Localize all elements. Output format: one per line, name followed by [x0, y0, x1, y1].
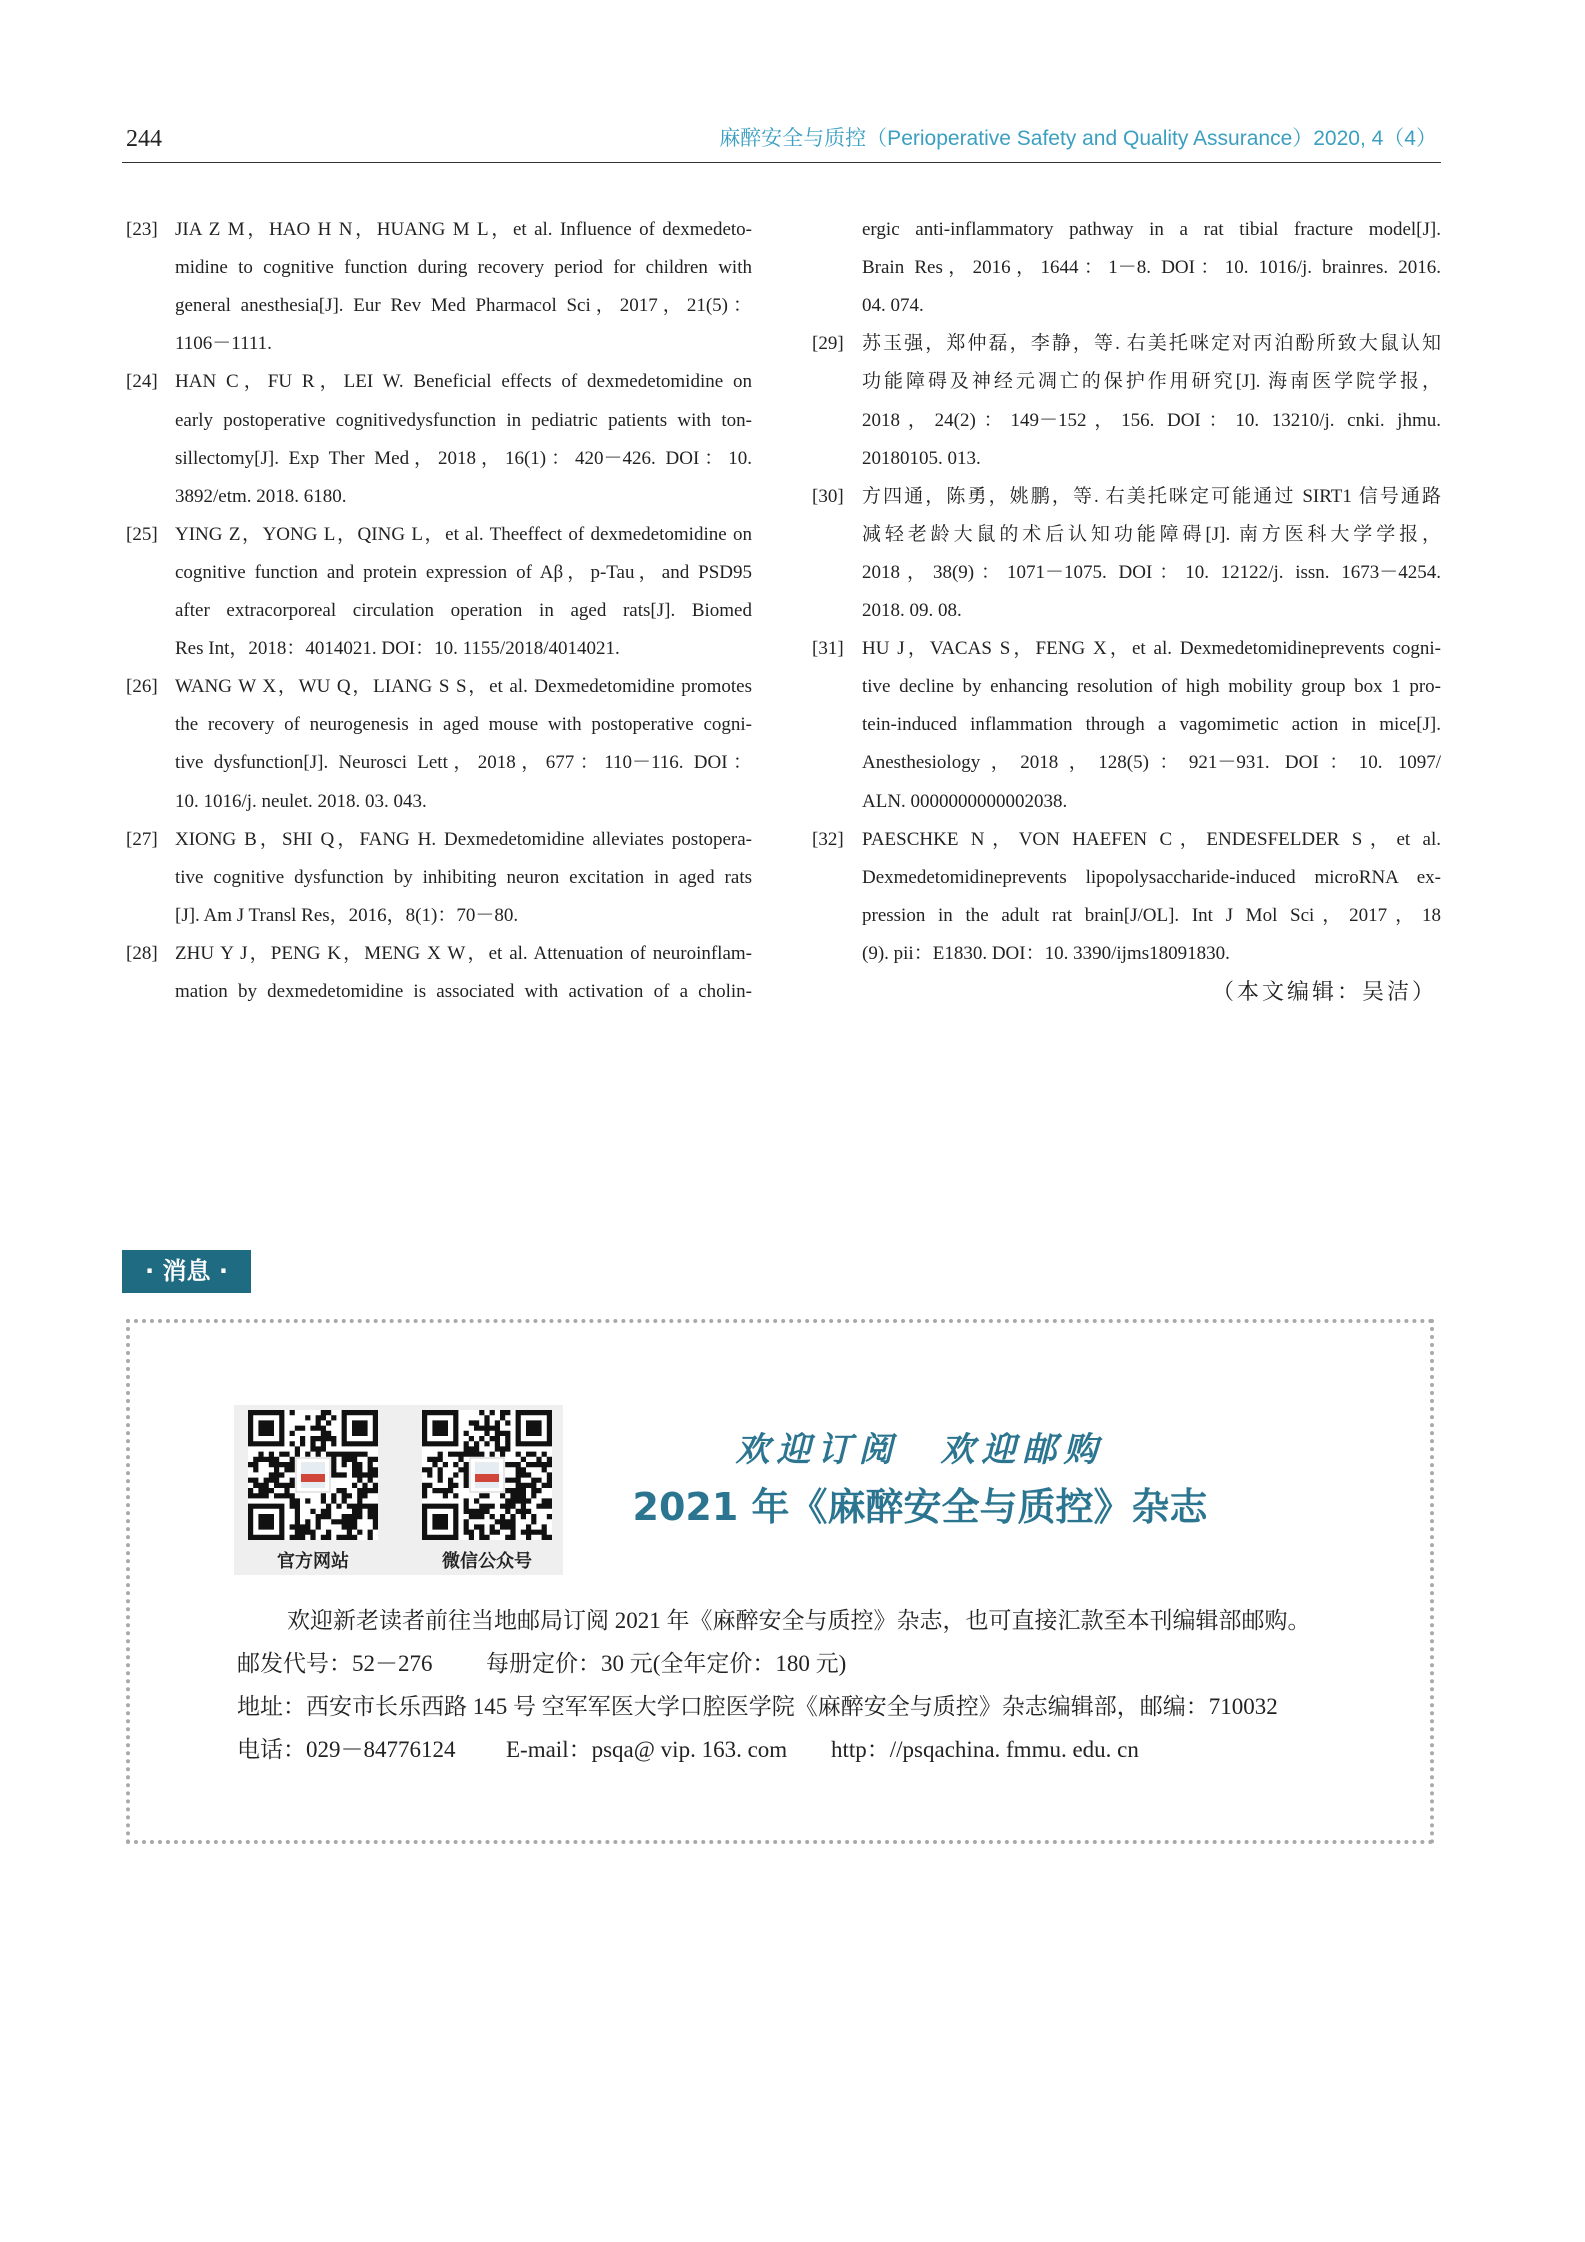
address: 地址：西安市长乐西路 145 号 空军军医大学口腔医学院《麻醉安全与质控》杂志编辑部，邮编：710032 — [237, 1694, 1278, 1719]
reference-line: 2018，38(9)：1071－1075. DOI：10. 12122/j. issn. 1673－4254. — [862, 561, 1441, 583]
reference-number: [23] — [126, 219, 158, 240]
reference-line: 2018. 09. 08. — [862, 600, 962, 621]
reference-line: HAN C，FU R，LEI W. Beneficial effects of dexmedetomidine on — [175, 371, 752, 393]
reference-number: [29] — [812, 333, 844, 355]
reference-line: early postoperative cognitivedysfunction in pediatric patients with ton- — [175, 409, 752, 431]
reference-line: 苏玉强，郑仲磊，李静，等. 右美托咪定对丙泊酚所致大鼠认知 — [862, 333, 1441, 355]
reference-line: (9). pii：E1830. DOI：10. 3390/ijms18091830. — [862, 942, 1230, 964]
notice-intro: 欢迎新老读者前往当地邮局订阅 2021 年《麻醉安全与质控》杂志，也可直接汇款至本刊编辑部邮购。 — [287, 1608, 1311, 1633]
qr-label-official-site: 官方网站 — [277, 1551, 349, 1572]
reference-number: [27] — [126, 828, 158, 850]
postal-code: 邮发代号：52－276 — [237, 1651, 433, 1676]
reference-line: pression in the adult rat brain[J/OL]. Int J Mol Sci，2017，18 — [862, 904, 1441, 926]
page-number: 244 — [126, 126, 162, 152]
qr-code-official-site[interactable] — [248, 1410, 378, 1540]
reference-line: sillectomy[J]. Exp Ther Med，2018，16(1)：420－426. DOI：10. — [175, 447, 752, 469]
reference-line: ZHU Y J，PENG K，MENG X W，et al. Attenuation of neuroinflam- — [175, 942, 752, 964]
reference-line: PAESCHKE N，VON HAEFEN C，ENDESFELDER S，et al. — [862, 828, 1441, 850]
reference-line: WANG W X，WU Q，LIANG S S，et al. Dexmedetomidine promotes — [175, 676, 752, 698]
notice-headline: 欢迎订阅 欢迎邮购 — [735, 1430, 1105, 1470]
journal-running-title: 麻醉安全与质控（Perioperative Safety and Quality Assurance）2020, 4（4） — [719, 127, 1437, 150]
reference-line: 3892/etm. 2018. 6180. — [175, 485, 347, 507]
phone: 电话：029－84776124 — [237, 1737, 456, 1762]
reference-line: tive decline by enhancing resolution of high mobility group box 1 pro- — [862, 676, 1441, 698]
reference-line: ALN. 0000000000002038. — [862, 790, 1068, 812]
reference-number: [32] — [812, 828, 844, 850]
reference-line: midine to cognitive function during recovery period for children with — [175, 257, 752, 279]
qr-label-wechat-account: 微信公众号 — [442, 1551, 532, 1572]
qr-code-wechat-account[interactable] — [422, 1410, 552, 1540]
reference-line: tive cognitive dysfunction by inhibiting neuron excitation in aged rats — [175, 866, 752, 888]
qr-logo — [470, 1458, 504, 1492]
reference-line: general anesthesia[J]. Eur Rev Med Pharmacol Sci，2017，21(5)： — [175, 295, 752, 317]
notice-subheadline: 2021 年《麻醉安全与质控》杂志 — [632, 1485, 1208, 1529]
reference-line: 04. 074. — [862, 295, 924, 317]
website-link[interactable]: http：//psqachina. fmmu. edu. cn — [831, 1737, 1139, 1762]
reference-line: HU J，VACAS S，FENG X，et al. Dexmedetomidineprevents cogni- — [862, 638, 1441, 660]
reference-number: [30] — [812, 485, 844, 507]
reference-line: tive dysfunction[J]. Neurosci Lett，2018，677：110－116. DOI： — [175, 752, 752, 774]
reference-line: mation by dexmedetomidine is associated with activation of a cholin- — [175, 981, 752, 1002]
notice-badge: · 消息 · — [122, 1250, 251, 1293]
reference-line: after extracorporeal circulation operation in aged rats[J]. Biomed — [175, 600, 752, 621]
header-rule — [122, 162, 1441, 163]
reference-line: [J]. Am J Transl Res，2016，8(1)：70－80. — [175, 904, 519, 926]
reference-number: [28] — [126, 942, 158, 964]
reference-line: Res Int，2018：4014021. DOI：10. 1155/2018/4014021. — [175, 638, 620, 660]
reference-line: 1106－1111. — [175, 333, 272, 355]
reference-line: 20180105. 013. — [862, 447, 981, 469]
reference-line: 功能障碍及神经元凋亡的保护作用研究[J]. 海南医学院学报， — [862, 371, 1441, 393]
reference-line: 10. 1016/j. neulet. 2018. 03. 043. — [175, 790, 427, 812]
reference-line: Dexmedetomidineprevents lipopolysaccharide-induced microRNA ex- — [862, 866, 1441, 888]
reference-number: [25] — [126, 523, 158, 545]
reference-line: tein-induced inflammation through a vagomimetic action in mice[J]. — [862, 714, 1441, 736]
editor-note: （本文编辑：吴洁） — [1211, 979, 1437, 1004]
reference-number: [24] — [126, 371, 158, 393]
reference-number: [31] — [812, 638, 844, 660]
reference-line: cognitive function and protein expression of Aβ，p-Tau，and PSD95 — [175, 561, 752, 583]
reference-line: the recovery of neurogenesis in aged mouse with postoperative cogni- — [175, 714, 752, 736]
reference-line: Anesthesiology，2018，128(5)：921－931. DOI：10. 1097/ — [862, 752, 1441, 774]
price: 每册定价：30 元(全年定价：180 元) — [486, 1651, 847, 1676]
reference-line: 减轻老龄大鼠的术后认知功能障碍[J]. 南方医科大学学报， — [862, 523, 1441, 545]
reference-line: XIONG B，SHI Q，FANG H. Dexmedetomidine alleviates postopera- — [175, 828, 752, 850]
reference-line: YING Z，YONG L，QING L，et al. Theeffect of dexmedetomidine on — [175, 523, 752, 545]
reference-line: 2018，24(2)：149－152，156. DOI：10. 13210/j. cnki. jhmu. — [862, 409, 1441, 431]
qr-logo — [296, 1458, 330, 1492]
reference-line: ergic anti-inflammatory pathway in a rat tibial fracture model[J]. — [862, 219, 1441, 240]
email[interactable]: E-mail：psqa@ vip. 163. com — [506, 1737, 788, 1762]
reference-line: Brain Res，2016，1644：1－8. DOI：10. 1016/j. brainres. 2016. — [862, 257, 1441, 279]
reference-number: [26] — [126, 676, 158, 698]
subscription-notice-box — [126, 1319, 1434, 1844]
reference-line: 方四通，陈勇，姚鹏，等. 右美托咪定可能通过 SIRT1 信号通路 — [862, 485, 1441, 507]
reference-line: JIA Z M，HAO H N，HUANG M L，et al. Influence of dexmedeto- — [175, 219, 752, 240]
